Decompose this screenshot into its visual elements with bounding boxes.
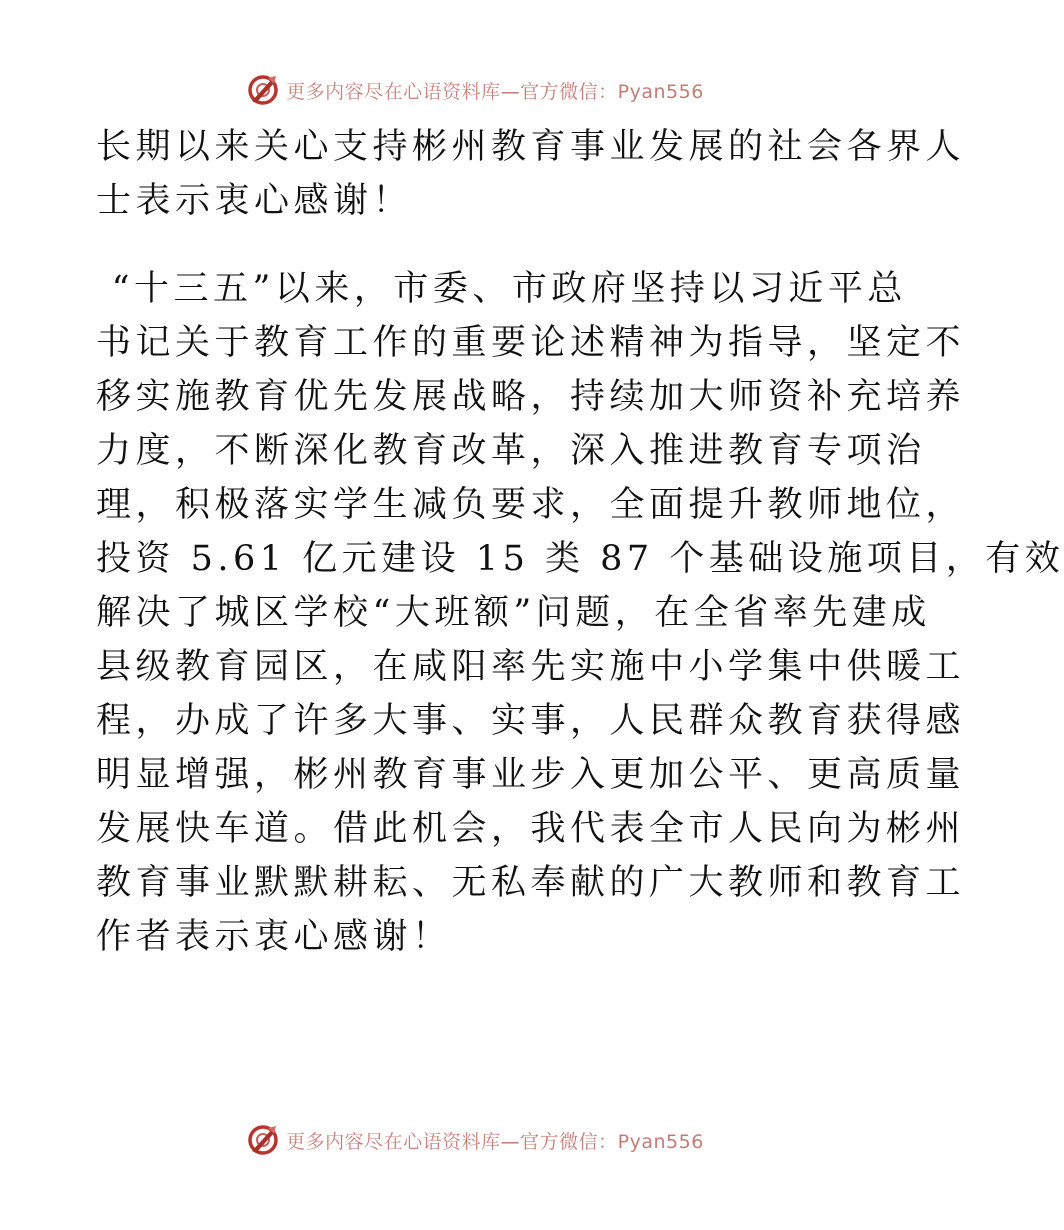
text-line: 士表示衷心感谢！ — [96, 181, 413, 221]
watermark-main-text: 更多内容尽在心语资料库 — [286, 80, 501, 103]
text-line: 县级教育园区，在咸阳率先实施中小学集中供暖工 — [96, 647, 966, 687]
text-line: 投资 5.61 亿元建设 15 类 87 个基础设施项目，有效 — [96, 539, 1064, 579]
text-line: 教育事业默默耕耘、无私奉献的广大教师和教育工 — [96, 863, 966, 903]
footer-watermark — [0, 1120, 950, 1160]
paragraph-1 — [96, 120, 966, 228]
text-line: 明显增强，彬州教育事业步入更加公平、更高质量 — [96, 755, 966, 795]
watermark-contact-text: 官方微信：Pyan556 — [520, 1130, 704, 1153]
brand-logo-icon — [246, 1123, 280, 1157]
header-watermark — [0, 70, 950, 110]
text-line: 长期以来关心支持彬州教育事业发展的社会各界人 — [96, 127, 966, 167]
text-line: 发展快车道。借此机会，我代表全市人民向为彬州 — [96, 809, 966, 849]
text-line: 移实施教育优先发展战略，持续加大师资补充培养 — [96, 377, 966, 417]
text-line: 解决了城区学校“大班额”问题，在全省率先建成 — [96, 593, 931, 633]
text-line: 书记关于教育工作的重要论述精神为指导，坚定不 — [96, 323, 966, 363]
text-line: 程，办成了许多大事、实事，人民群众教育获得感 — [96, 701, 966, 741]
watermark-main-text: 更多内容尽在心语资料库 — [286, 1130, 501, 1153]
watermark-separator: — — [500, 1130, 521, 1153]
text-line: “十三五”以来，市委、市政府坚持以习近平总 — [96, 269, 907, 309]
watermark-text — [286, 77, 704, 104]
watermark-contact-text: 官方微信：Pyan556 — [520, 80, 704, 103]
document-body — [96, 120, 1064, 964]
text-line: 理，积极落实学生减负要求，全面提升教师地位， — [96, 485, 966, 525]
text-line: 作者表示衷心感谢！ — [96, 917, 452, 957]
brand-logo-icon — [246, 73, 280, 107]
text-line: 力度，不断深化教育改革，深入推进教育专项治 — [96, 431, 926, 471]
paragraph-2 — [96, 262, 1064, 964]
watermark-text — [286, 1127, 704, 1154]
watermark-separator: — — [500, 80, 521, 103]
